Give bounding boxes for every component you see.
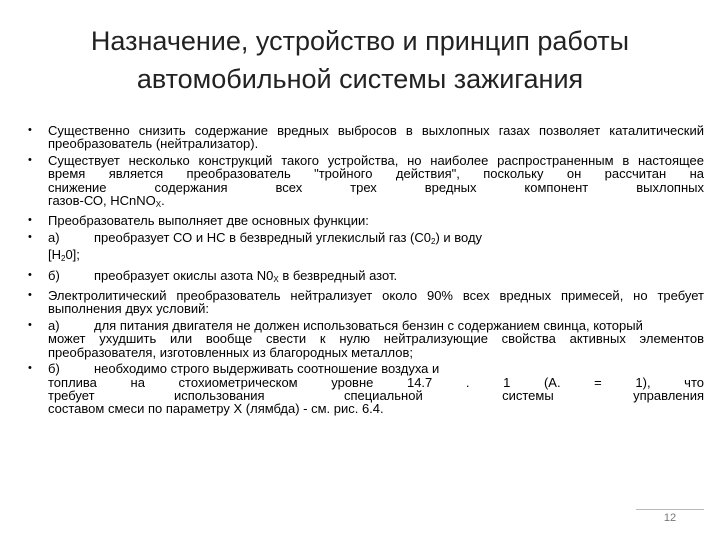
bullet-text-line <box>48 269 704 286</box>
title-line-2: автомобильной системы зажигания <box>136 64 584 94</box>
text-run: 0]; <box>65 247 80 263</box>
title-line-1: Назначение, устройство и принцип работы <box>90 26 630 56</box>
bullet-text-line: снижение содержания всех трех вредных компонент выхлопных <box>48 179 704 195</box>
slide-title <box>40 22 680 98</box>
text-run: [Н <box>48 247 61 263</box>
bullet-item <box>28 319 704 359</box>
bullet-icon: • <box>28 289 32 302</box>
bullet-text-line: составом смеси по параметру Х (лямбда) - см. рис. 6.4. <box>48 401 384 417</box>
bullet-text-line: требует использования специальной системы управления <box>48 387 704 403</box>
list-marker: б) <box>48 267 60 283</box>
list-marker: а) <box>48 317 60 333</box>
text-run: ) и воду <box>435 229 483 245</box>
text-run: преобразует СО и НС в безвредный углекислый газ (С0 <box>94 229 431 245</box>
list-marker: б) <box>48 361 60 377</box>
bullet-text-line <box>48 194 704 211</box>
bullet-icon: • <box>28 214 32 227</box>
bullet-text-line <box>48 319 704 332</box>
bullet-item <box>28 269 704 286</box>
bullet-item <box>28 154 704 212</box>
text-run: преобразует окислы азота N0 <box>94 267 274 283</box>
bullet-item <box>28 214 704 227</box>
bullet-text-line: время является преобразователь "тройного действия", поскольку он рассчитан на <box>48 166 704 182</box>
bullet-icon: • <box>28 362 32 375</box>
bullet-item <box>28 124 704 151</box>
bullet-text-line <box>48 248 704 265</box>
bullet-text-line: может ухудшить или вообще свести к нулю нейтрализующие свойства активных элементов <box>48 331 704 347</box>
subscript: 2 <box>430 236 436 246</box>
bullet-text-line <box>48 231 704 248</box>
list-marker: а) <box>48 229 60 245</box>
bullet-icon: • <box>28 230 32 243</box>
bullet-text-line: Существенно снизить содержание вредных выбросов в выхлопных газах позволяет каталитический <box>48 123 704 138</box>
subscript: X <box>273 274 279 284</box>
bullet-text-line: Преобразователь выполняет две основных функции: <box>48 213 369 229</box>
bullet-text-line: Электролитический преобразователь нейтрализует около 90% всех вредных примесей, но требует <box>48 288 704 304</box>
text-run: газов-СО, НCnNO <box>48 193 156 209</box>
bullet-icon: • <box>28 318 32 331</box>
subscript: 2 <box>61 254 66 264</box>
bullet-text-line: преобразователя, изготовленных из благородных металлов; <box>48 344 414 360</box>
bullet-list <box>28 124 704 419</box>
text-run: в безвредный азот. <box>278 267 398 283</box>
page-number: 12 <box>636 509 704 524</box>
bullet-icon: • <box>28 268 32 281</box>
text-run: для питания двигателя не должен использоваться бензин с содержанием свинца, который <box>94 317 643 333</box>
bullet-text-line <box>48 362 704 375</box>
text-run: . <box>161 193 165 209</box>
subscript: X <box>155 200 162 210</box>
bullet-icon: • <box>28 153 32 166</box>
bullet-text-line: выполнения двух условий: <box>48 301 209 317</box>
text-run: необходимо строго выдерживать соотношение воздуха и <box>94 361 440 377</box>
bullet-item <box>28 289 704 316</box>
bullet-text-line: преобразователь (нейтрализатор). <box>48 136 259 152</box>
bullet-text-line: топлива на стохиометрическом уровне 14.7 . 1 (А. = 1), что <box>48 374 704 390</box>
bullet-icon: • <box>28 124 32 136</box>
bullet-item <box>28 362 704 416</box>
bullet-item <box>28 231 704 266</box>
bullet-text-line: Существует несколько конструкций такого устройства, но наиболее распространенным в настоящее <box>48 152 704 168</box>
